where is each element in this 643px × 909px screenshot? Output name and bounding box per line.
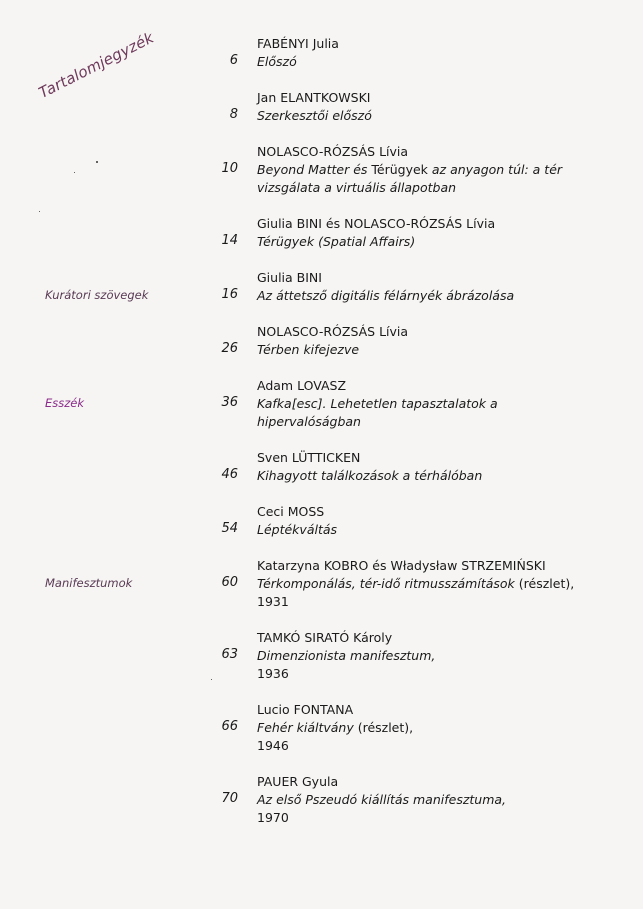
- decorative-dot: [211, 679, 212, 680]
- entry-page-number: 66: [221, 719, 238, 734]
- entry-title: [257, 341, 587, 359]
- entry-title: [257, 287, 587, 305]
- entry-title: [257, 575, 587, 611]
- entry-title-part: Térben kifejezve: [257, 342, 360, 357]
- entry-page-number: 60: [221, 575, 238, 590]
- entry-title-part: Az első Pszeudó kiállítás manifesztuma,: [257, 792, 507, 807]
- entry-title-part: (részlet),: [357, 720, 414, 735]
- entry-title-part: Az áttetsző digitális félárnyék ábrázolása: [257, 288, 515, 303]
- entry-page-number: 10: [221, 161, 238, 176]
- entry-title: [257, 107, 587, 125]
- entry-title-part: (részlet), 1931: [257, 576, 575, 609]
- entry-title-part: az anyagon túl: a tér vizsgálata a virtuális állapotban: [257, 162, 563, 195]
- entry-page-number: 54: [221, 521, 238, 536]
- entry-title-part: 1970: [257, 810, 289, 825]
- entry-author: NOLASCO-RÓZSÁS Lívia: [257, 324, 409, 339]
- entry-author: Giulia BINI: [257, 270, 322, 285]
- entry-author: PAUER Gyula: [257, 774, 339, 789]
- entry-title-part: Léptékváltás: [257, 522, 338, 537]
- entry-title-part: Térügyek (Spatial Affairs): [257, 234, 416, 249]
- entry-title: [257, 719, 587, 755]
- entry-title: [257, 467, 587, 485]
- entry-author: Lucio FONTANA: [257, 702, 354, 717]
- entry-page-number: 63: [221, 647, 238, 662]
- section-label-curator: Kurátori szövegek: [45, 288, 149, 302]
- entry-author: Katarzyna KOBRO és Władysław STRZEMIŃSKI: [257, 558, 546, 573]
- entry-page-number: 46: [221, 467, 238, 482]
- entry-author: Jan ELANTKOWSKI: [257, 90, 371, 105]
- entry-title-part: Térügyek: [371, 162, 432, 177]
- decorative-dot: [39, 211, 40, 212]
- entry-title-part: Előszó: [257, 54, 297, 69]
- entry-author: NOLASCO-RÓZSÁS Lívia: [257, 144, 409, 159]
- decorative-dot: [74, 172, 75, 173]
- entry-page-number: 6: [229, 53, 238, 68]
- toc-title: Tartalomjegyzék: [35, 28, 157, 103]
- entry-page-number: 70: [221, 791, 238, 806]
- entry-page-number: 8: [229, 107, 238, 122]
- entry-title-part: Fehér kiáltvány: [257, 720, 358, 735]
- decorative-dot: [96, 161, 98, 163]
- entry-title-part: Dimenzionista manifesztum,: [257, 648, 436, 663]
- entry-title-part: Kafka[esc]. Lehetetlen tapasztalatok a hipervalóságban: [257, 396, 498, 429]
- entry-title: [257, 395, 587, 431]
- entry-author: Adam LOVASZ: [257, 378, 347, 393]
- entry-title-part: Beyond Matter és: [257, 162, 372, 177]
- entry-title-part: Térkomponálás, tér-idő ritmusszámítások: [257, 576, 519, 591]
- entry-title: [257, 53, 587, 71]
- entry-page-number: 14: [221, 233, 238, 248]
- entry-title: [257, 647, 587, 683]
- entry-author: Ceci MOSS: [257, 504, 325, 519]
- entry-title: [257, 233, 587, 251]
- entry-page-number: 26: [221, 341, 238, 356]
- entry-title-part: Szerkesztői előszó: [257, 108, 372, 123]
- entry-title: [257, 791, 587, 827]
- entry-author: Sven LÜTTICKEN: [257, 450, 361, 465]
- entry-title: [257, 521, 587, 539]
- entry-author: FABÉNYI Julia: [257, 36, 339, 51]
- entry-author: TAMKÓ SIRATÓ Károly: [257, 630, 393, 645]
- entry-author: Giulia BINI és NOLASCO-RÓZSÁS Lívia: [257, 216, 496, 231]
- section-label-manifestos: Manifesztumok: [45, 576, 133, 590]
- entry-title: [257, 161, 587, 197]
- section-label-essays: Esszék: [45, 396, 85, 410]
- entry-title-part: 1946: [257, 738, 289, 753]
- entry-title-part: 1936: [257, 666, 289, 681]
- entry-page-number: 16: [221, 287, 238, 302]
- entry-title-part: Kihagyott találkozások a térhálóban: [257, 468, 483, 483]
- entry-page-number: 36: [221, 395, 238, 410]
